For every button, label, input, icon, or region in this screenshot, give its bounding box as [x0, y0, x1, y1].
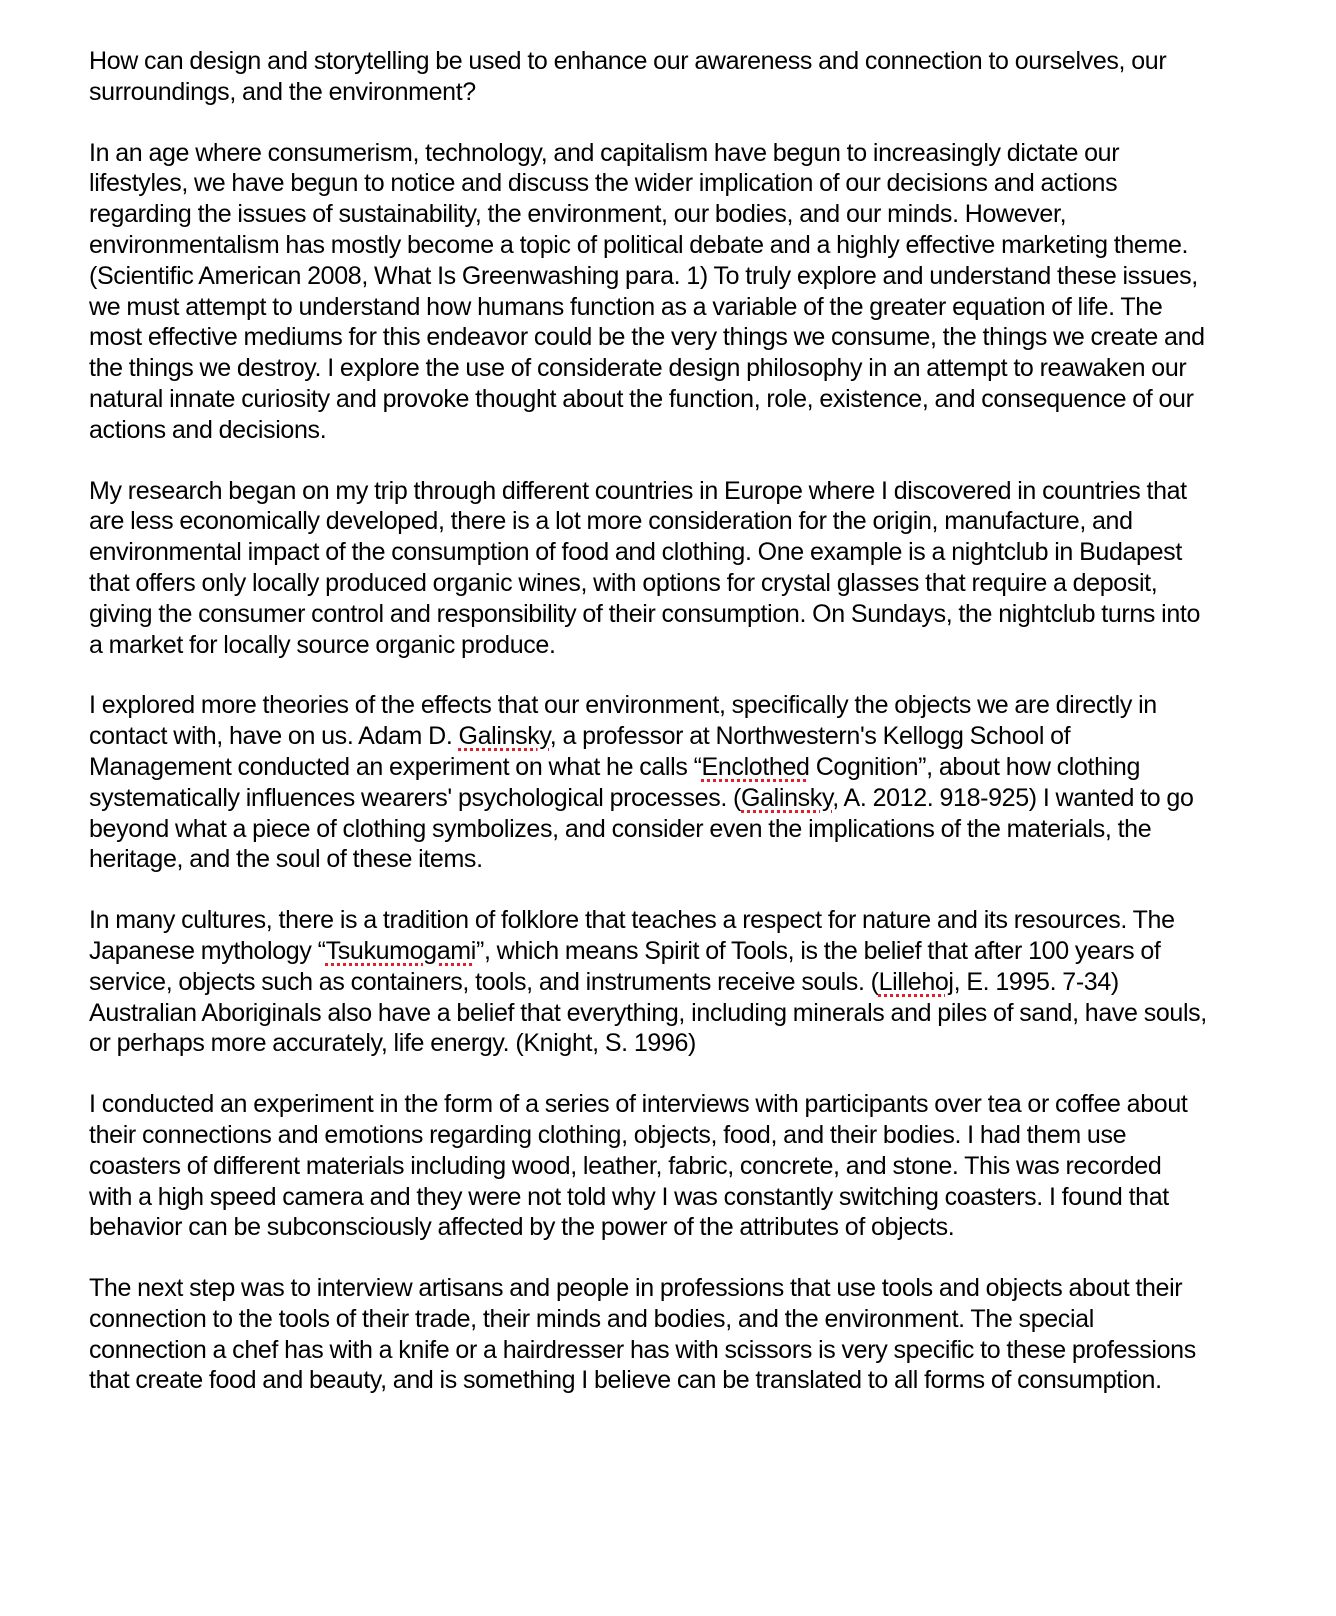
paragraph-artisans: [89, 1273, 1209, 1396]
misspelled-word[interactable]: Lillehoj: [878, 967, 954, 996]
paragraph-enclothed-cognition: [89, 690, 1209, 875]
text-segment: , a professor at Northwestern's Kellogg School of Management conducted an experiment on what he calls “: [89, 722, 1071, 781]
misspelled-word[interactable]: Galinsky: [741, 783, 833, 812]
document-body[interactable]: [89, 46, 1209, 1426]
misspelled-word[interactable]: Galinsky: [458, 722, 550, 751]
text-segment: My research began on my trip through different countries in Europe where I discovered in countries that are less economically developed, there is a lot more consideration for the origin, manufacture, and environmental impact of the consumption of food and clothing. One example is a nightclub in Budapest that offers only locally produced organic wines, with options for crystal glasses that require a deposit, giving the consumer control and responsibility of their consumption. On Sundays, the nightclub turns into a market for locally source organic produce.: [89, 476, 1201, 659]
text-segment: , A. 2012. 918-925) I wanted to go beyond what a piece of clothing symbolizes, and consider even the implications of the materials, the heritage, and the soul of these items.: [89, 783, 1194, 874]
text-segment: I explored more theories of the effects that our environment, specifically the objects we are directly in contact with, have on us. Adam D.: [89, 691, 1157, 751]
paragraph-question: [89, 46, 1209, 108]
text-segment: , E. 1995. 7-34) Australian Aboriginals also have a belief that everything, including minerals and piles of sand, have souls, or perhaps more accurately, life energy. (Knight, S. 1996): [89, 967, 1207, 1058]
text-segment: The next step was to interview artisans and people in professions that use tools and objects about their connection to the tools of their trade, their minds and bodies, and the environment. The special connection a chef has with a knife or a hairdresser has with scissors is very specific to these professions that create food and beauty, and is something I believe can be translated to all forms of consumption.: [89, 1274, 1196, 1395]
paragraph-research-europe: [89, 476, 1209, 661]
text-segment: Cognition”, about how clothing systematically influences wearers' psychological processes. (: [89, 752, 1141, 812]
text-segment: In an age where consumerism, technology, and capitalism have begun to increasingly dictate our lifestyles, we have begun to notice and discuss the wider implication of our decisions and actions regarding the issues of sustainability, the environment, our bodies, and our minds. However, environmentalism has mostly become a topic of political debate and a highly effective marketing theme. (Scientific American 2008, What Is Greenwashing para. 1) To truly explore and understand these issues, we must attempt to understand how humans function as a variable of the greater equation of life. The most effective mediums for this endeavor could be the very things we consume, the things we create and the things we destroy. I explore the use of considerate design philosophy in an attempt to reawaken our natural innate curiosity and provoke thought about the function, role, existence, and consequence of our actions and decisions.: [89, 138, 1205, 444]
misspelled-word[interactable]: Tsukumogami: [325, 936, 476, 965]
paragraph-folklore: [89, 905, 1209, 1059]
text-segment: In many cultures, there is a tradition of folklore that teaches a respect for nature and its resources. The Japanese mythology “: [89, 906, 1175, 965]
text-segment: I conducted an experiment in the form of a series of interviews with participants over tea or coffee about their connections and emotions regarding clothing, objects, food, and their bodies. I had them use coasters of different materials including wood, leather, fabric, concrete, and stone. This was recorded with a high speed camera and they were not told why I was constantly switching coasters. I found that behavior can be subconsciously affected by the power of the attributes of objects.: [89, 1090, 1188, 1242]
paragraph-introduction: [89, 138, 1209, 446]
paragraph-coaster-experiment: [89, 1089, 1209, 1243]
text-segment: ”, which means Spirit of Tools, is the belief that after 100 years of service, objects such as containers, tools, and instruments receive souls. (: [89, 936, 1161, 996]
misspelled-word[interactable]: Enclothed: [701, 752, 810, 781]
text-segment: How can design and storytelling be used to enhance our awareness and connection to ourselves, our surroundings, and the environment?: [89, 47, 1167, 106]
